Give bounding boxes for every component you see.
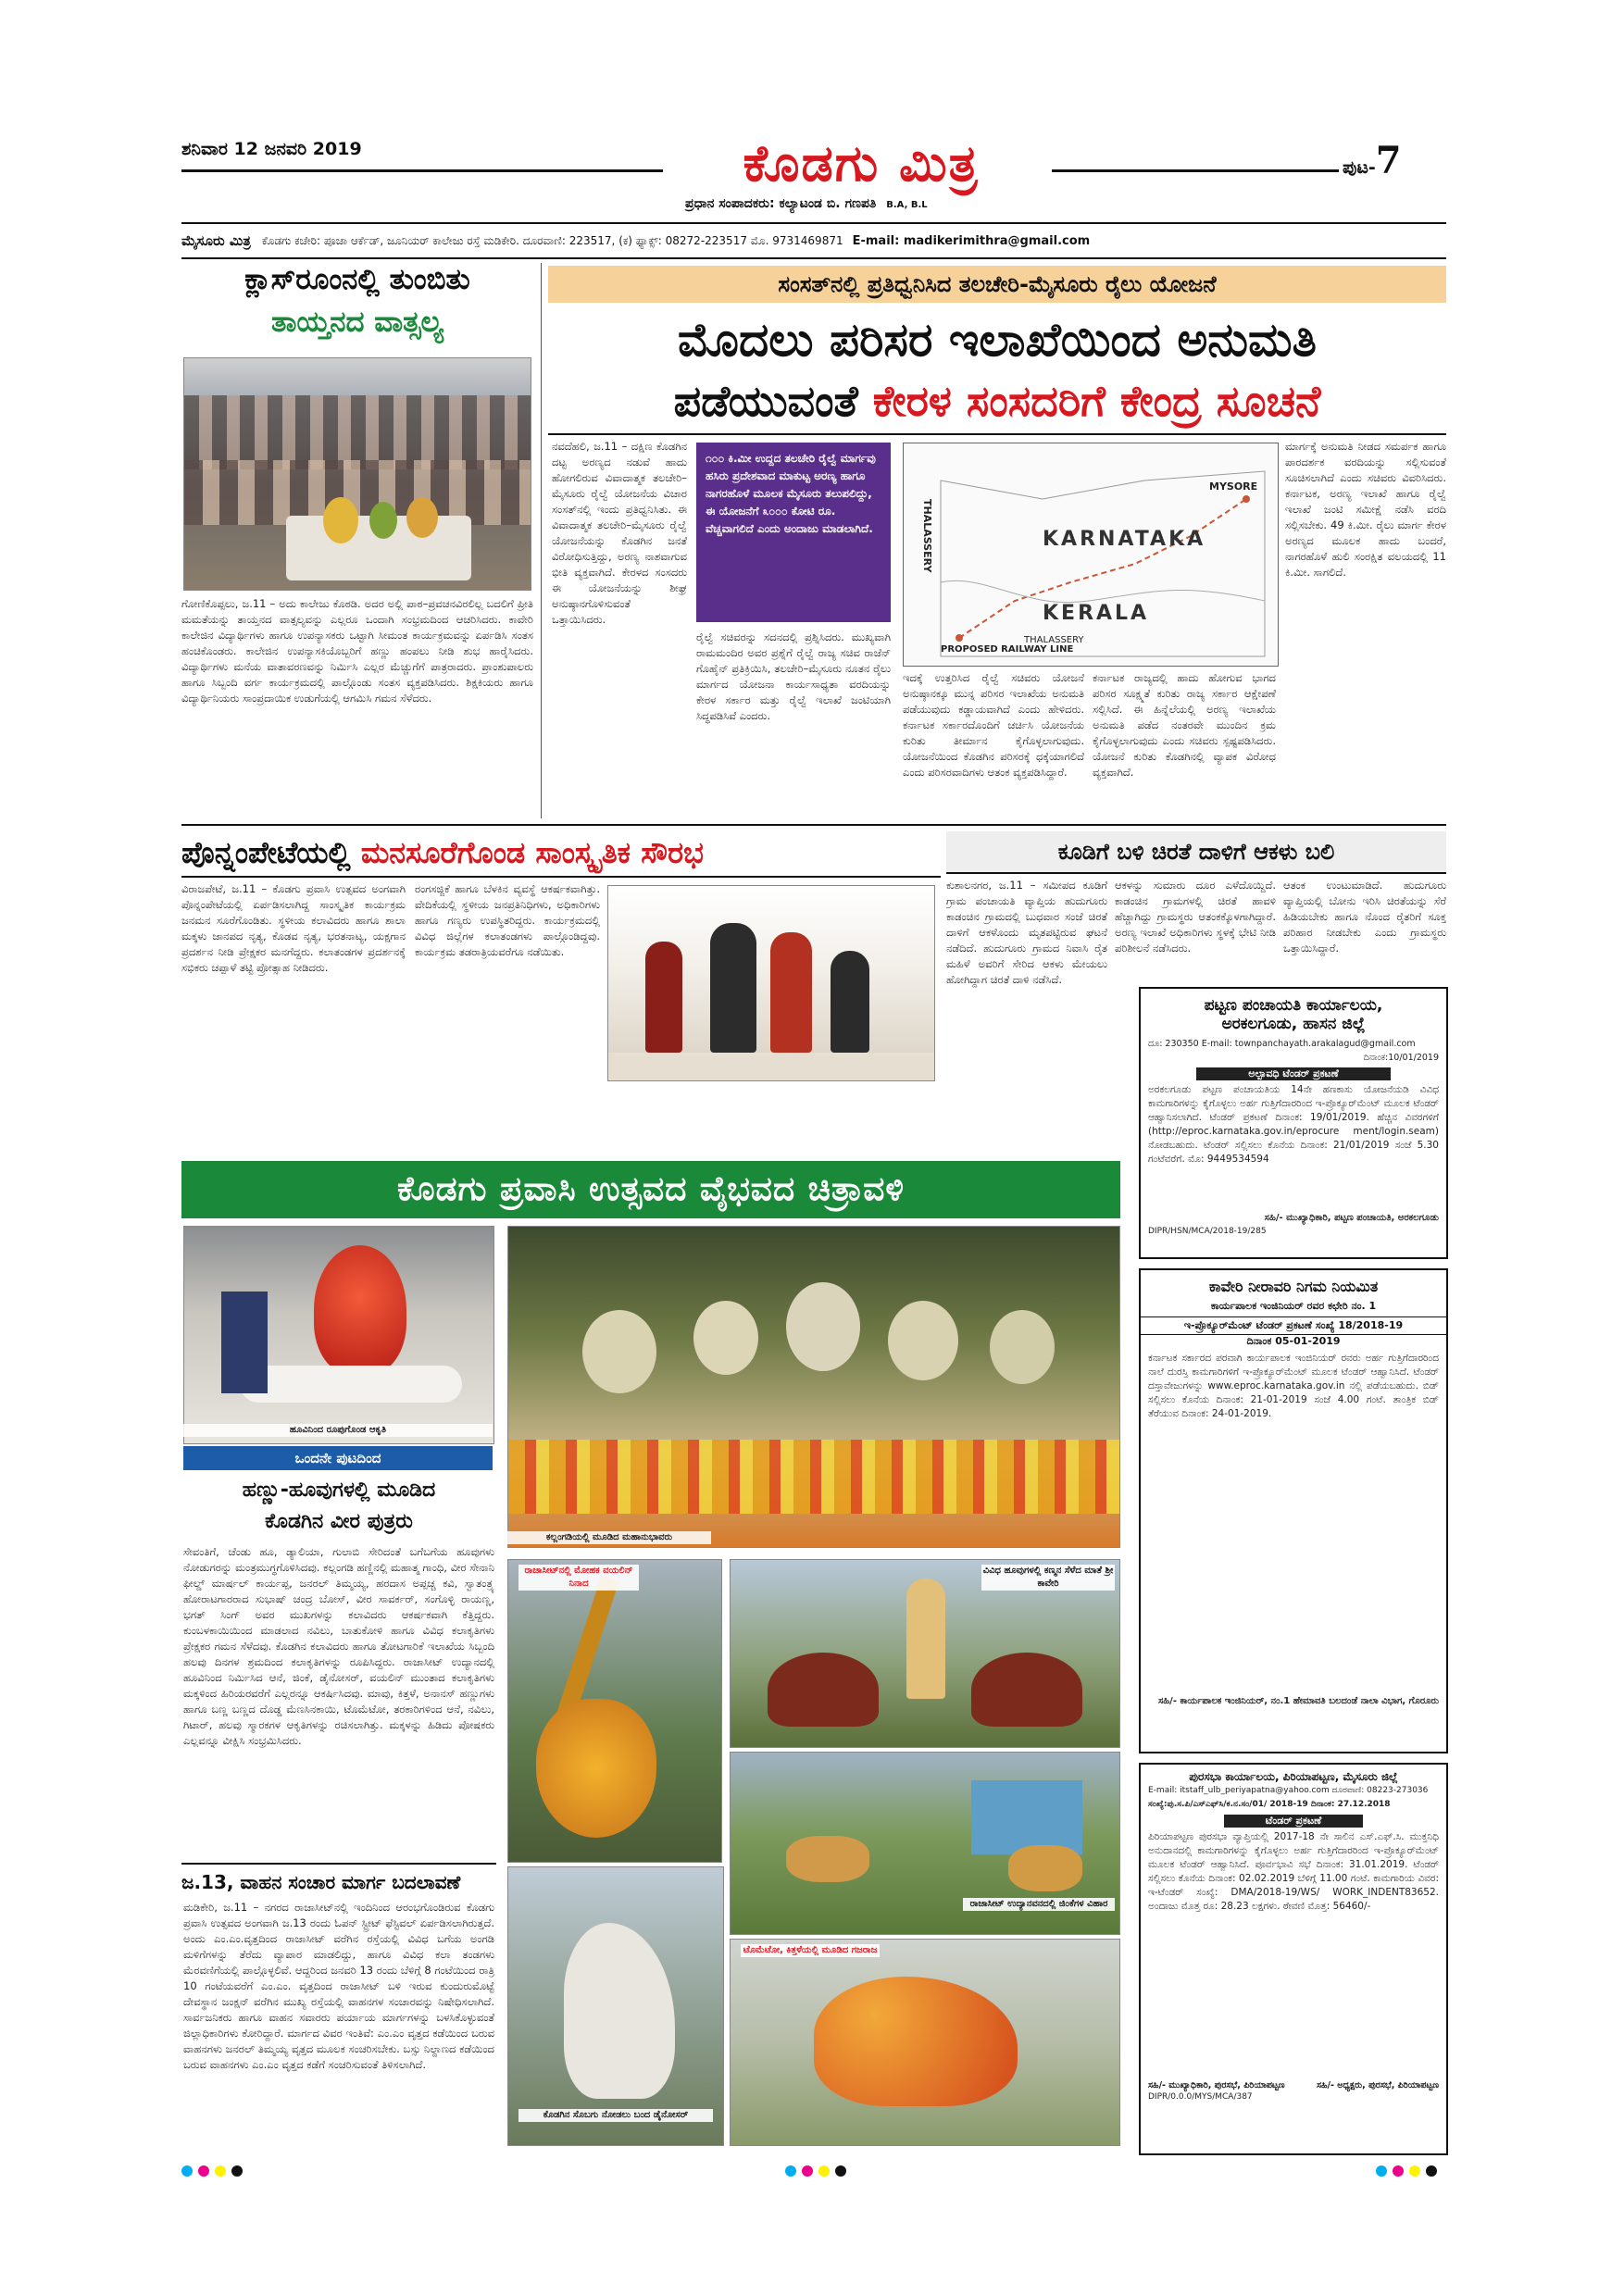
ad2-sign: ಸಹಿ/- ಕಾರ್ಯಪಾಲಕ ಇಂಜಿನಿಯರ್, ನಂ.1 ಹೇಮಾವತಿ ಬಲದಂಡೆ ನಾಲಾ ವಿಭಾಗ, ಗೊರೂರು bbox=[1158, 1696, 1439, 1706]
ad-arakalagud bbox=[1139, 987, 1448, 1259]
classroom-headline-1: ಕ್ಲಾಸ್‌ರೂಂನಲ್ಲಿ ತುಂಬಿತು bbox=[244, 263, 470, 296]
tiger-col-3: ಆತಂಕ ಉಂಟುಮಾಡಿದೆ. ಹುದುಗೂರು ವ್ಯಾಪ್ತಿಯಲ್ಲಿ ಬೋನು ಇರಿಸಿ ಚಿರತೆಯನ್ನು ಸೆರೆ ಹಿಡಿಯಬೇಕು ಹಾಗೂ ನೊಂದ ರೈತರಿಗೆ ಸೂಕ್ತ ಪರಿಹಾರ ನೀಡಬೇಕು ಎಂದು ಗ್ರಾಮಸ್ಥರು ಒತ್ತಾಯಿಸಿದ್ದಾರೆ. bbox=[1283, 879, 1446, 955]
editor-line bbox=[685, 196, 1056, 211]
ponnampet-caption bbox=[607, 1085, 933, 1155]
page-number bbox=[1343, 139, 1402, 182]
tiger-col-2: ಆಕಳನ್ನು ಸುಮಾರು ದೂರ ಎಳೆದೊಯ್ದಿದೆ. ಕಾಡಂಚಿನ ಗ್ರಾಮಗಳಲ್ಲಿ ಚಿರತೆ ಹಾವಳಿ ಹೆಚ್ಚಾಗಿದ್ದು ಗ್ರಾಮಸ್ಥರು ಆತಂಕಕ್ಕೊಳಗಾಗಿದ್ದಾರೆ. ಅರಣ್ಯ ಇಲಾಖೆ ಅಧಿಕಾರಿಗಳು ಸ್ಥಳಕ್ಕೆ ಭೇಟಿ ನೀಡಿ ಪರಿಶೀಲನೆ ನಡೆಸಿದರು. bbox=[1115, 879, 1276, 955]
veer-headline-1: ಹಣ್ಣು-ಹೂವುಗಳಲ್ಲಿ ಮೂಡಿದ bbox=[242, 1479, 436, 1502]
traffic-headline: ಜ.13, ವಾಹನ ಸಂಚಾರ ಮಾರ್ಗ ಬದಲಾವಣೆ bbox=[181, 1863, 496, 1896]
ponnampet-headline bbox=[181, 830, 941, 878]
masthead bbox=[0, 0, 1624, 241]
ad1-title-2: ಅರಕಲಗೂಡು, ಹಾಸನ ಜಿಲ್ಲೆ bbox=[1221, 1015, 1366, 1033]
ad2-body: ಕರ್ನಾಟಕ ಸರ್ಕಾರದ ಪರವಾಗಿ ಕಾರ್ಯಪಾಲಕ ಇಂಜಿನಿಯರ್ ರವರು ಅರ್ಹ ಗುತ್ತಿಗೆದಾರರಿಂದ ನಾಲೆ ದುರಸ್ತಿ ಕಾಮಗಾರಿಗಳಿಗೆ ಇ-ಪ್ರೊಕ್ಯೂರ್‌ಮೆಂಟ್ ಮೂಲಕ ಟೆಂಡರ್ ಆಹ್ವಾನಿಸಿದೆ. ಟೆಂಡರ್ ದಸ್ತಾವೇಜುಗಳನ್ನು www.eproc.karnataka.gov.in ನಲ್ಲಿ ಪಡೆಯಬಹುದು. ಬಿಡ್ ಸಲ್ಲಿಸಲು ಕೊನೆಯ ದಿನಾಂಕ: 21-01-2019 ಸಂಜೆ 4.00 ಗಂಟೆ. ತಾಂತ್ರಿಕ ಬಿಡ್ ತೆರೆಯುವ ದಿನಾಂಕ: 24-01-2019. bbox=[1148, 1353, 1439, 1419]
ad1-line-1: ದೂ: 230350 E-mail: townpanchayath.arakalagud@gmail.com bbox=[1148, 1039, 1416, 1049]
info-brand: ಮೈಸೂರು ಮಿತ್ರ bbox=[181, 232, 251, 249]
classroom-headline-2: ತಾಯ್ತನದ ವಾತ್ಸಲ್ಯ bbox=[271, 306, 443, 339]
masthead-date: ಶನಿವಾರ 12 ಜನವರಿ 2019 bbox=[181, 139, 362, 159]
newspaper-title: ಕೊಡಗು ಮಿತ್ರ bbox=[743, 133, 980, 193]
ad3-sign: ಸಹಿ/- ಮುಖ್ಯಾಧಿಕಾರಿ, ಪುರಸಭೆ, ಪಿರಿಯಾಪಟ್ಟಣ bbox=[1148, 2080, 1285, 2090]
dinosaur-art-photo bbox=[507, 1866, 724, 2146]
rail-col-4: ಕರ್ನಾಟಕ ರಾಜ್ಯದಲ್ಲಿ ಹಾದು ಹೋಗುವ ಭಾಗದ ಪರಿಸರ ಸೂಕ್ಷ್ಮತೆ ಕುರಿತು ರಾಜ್ಯ ಸರ್ಕಾರ ಆಕ್ಷೇಪಣೆ ಸಲ್ಲಿಸಿದೆ. ಈ ಹಿನ್ನೆಲೆಯಲ್ಲಿ ಅರಣ್ಯ ಇಲಾಖೆಯ ಅನುಮತಿ ಪಡೆದ ನಂತರವೇ ಮುಂದಿನ ಕ್ರಮ ಕೈಗೊಳ್ಳಲಾಗುವುದು ಎಂದು ಸಚಿವರು ಸ್ಪಷ್ಟಪಡಿಸಿದರು. ಯೋಜನೆ ಕುರಿತು ಕೊಡಗಿನಲ್ಲಿ ವ್ಯಾಪಕ ವಿರೋಧ ವ್ಯಕ್ತವಾಗಿದೆ. bbox=[1093, 671, 1276, 779]
map-label-thalassery-v: THALASSERY bbox=[921, 499, 933, 573]
map-label-karnataka: KARNATAKA bbox=[1043, 528, 1206, 551]
rail-col-1: ನವದೆಹಲಿ, ಜ.11 – ದಕ್ಷಿಣ ಕೊಡಗಿನ ದಟ್ಟ ಅರಣ್ಯದ ನಡುವೆ ಹಾದು ಹೋಗಲಿರುವ ವಿವಾದಾತ್ಮಕ ತಲಚೇರಿ–ಮೈಸೂರು ರೈಲ್ವೆ ಯೋಜನೆಯ ವಿಚಾರ ಸಂಸತ್‌ನಲ್ಲಿ ಇಂದು ಪ್ರತಿಧ್ವನಿಸಿತು. ಈ ವಿವಾದಾತ್ಮಕ ತಲಚೇರಿ–ಮೈಸೂರು ರೈಲ್ವೆ ಯೋಜನೆಯನ್ನು ಕೊಡಗಿನ ಜನತೆ ವಿರೋಧಿಸುತ್ತಿದ್ದು, ಅರಣ್ಯ ನಾಶವಾಗುವ ಭೀತಿ ವ್ಯಕ್ತವಾಗಿದೆ. ಕೇರಳದ ಸಂಸದರು ಈ ಯೋಜನೆಯನ್ನು ಶೀಘ್ರ ಅನುಷ್ಠಾನಗೊಳಿಸುವಂತೆ ಒತ್ತಾಯಿಸಿದರು. bbox=[552, 440, 687, 626]
rail-kicker: ಸಂಸತ್‌ನಲ್ಲಿ ಪ್ರತಿಧ್ವನಿಸಿದ ತಲಚೇರಿ-ಮೈಸೂರು ರೈಲು ಯೋಜನೆ bbox=[548, 266, 1446, 303]
rail-headline-2b: ಕೇರಳ ಸಂಸದರಿಗೆ ಕೇಂದ್ರ ಸೂಚನೆ bbox=[872, 376, 1321, 426]
ponnampet-headline-1: ಪೊನ್ನಂಪೇಟೆಯಲ್ಲಿ bbox=[181, 835, 361, 870]
rail-col-2: ರೈಲ್ವೆ ಸಚಿವರನ್ನು ಸದನದಲ್ಲಿ ಪ್ರಶ್ನಿಸಿದರು. ಮುಖ್ಯವಾಗಿ ರಾಮಮಂದಿರ ಅವರ ಪ್ರಶ್ನೆಗೆ ರೈಲ್ವೆ ರಾಜ್ಯ ಸಚಿವ ರಾಜೆನ್ ಗೊಹೈನ್ ಪ್ರತಿಕ್ರಿಯಿಸಿ, ತಲಚೇರಿ–ಮೈಸೂರು ನೂತನ ರೈಲು ಮಾರ್ಗದ ಯೋಜನಾ ಕಾರ್ಯಸಾಧ್ಯತಾ ವರದಿಯನ್ನು ಕೇರಳ ಸರ್ಕಾರ ಮತ್ತು ರೈಲ್ವೆ ಇಲಾಖೆ ಜಂಟಿಯಾಗಿ ಸಿದ್ಧಪಡಿಸಿವೆ ಎಂದರು. bbox=[696, 630, 891, 722]
ad3-line-1: E-mail: itstaff_ulb_periyapatna@yahoo.com ದೂರವಾಣಿ: 08223-273036 bbox=[1148, 1786, 1429, 1795]
vegetable-carving-photo bbox=[507, 1226, 1120, 1548]
rail-headline-2a: ಪಡೆಯುವಂತೆ bbox=[673, 376, 873, 426]
ad3-notice: ಟೆಂಡರ್ ಪ್ರಕಟಣೆ bbox=[1224, 1815, 1363, 1828]
editor-degree: B.A, B.L bbox=[886, 200, 928, 210]
registration-marks-center bbox=[785, 2163, 852, 2180]
editor-name: ಪ್ರಧಾನ ಸಂಪಾದಕರು: ಕಲ್ಯಾಟಂಡ ಬಿ. ಗಣಪತಿ bbox=[685, 196, 877, 211]
page-digit: 7 bbox=[1375, 139, 1402, 182]
registration-marks-left bbox=[181, 2163, 248, 2180]
classroom-story bbox=[181, 263, 533, 818]
ad3-title: ಪುರಸಭಾ ಕಾರ್ಯಾಲಯ, ಪಿರಿಯಾಪಟ್ಟಣ, ಮೈಸೂರು ಜಿಲ್ಲೆ bbox=[1189, 1770, 1398, 1783]
cauvery-statue-caption: ವಿವಿಧ ಹೂವುಗಳಲ್ಲಿ ಕಣ್ಮನ ಸೆಳೆದ ಮಾತೆ ಶ್ರೀ ಕಾವೇರಿ bbox=[982, 1566, 1114, 1589]
ad3-line-2: ಸಂಖ್ಯೆ:ಪು.ಸ.ಪಿ/ಎಸ್‌ಎಫ್‌ಸಿ/ಕ.ನ.ಸಂ/01/ 2018-19 ದಿನಾಂಕ: 27.12.2018 bbox=[1148, 1800, 1391, 1809]
map-label-kerala: KERALA bbox=[1043, 602, 1150, 625]
map-label-mysore: MYSORE bbox=[1209, 480, 1258, 493]
ad2-title-1: ಕಾವೇರಿ ನೀರಾವರಿ ನಿಗಮ ನಿಯಮಿತ bbox=[1208, 1278, 1379, 1295]
dinosaur-art-caption: ಕೊಡಗಿನ ಸೊಬಗು ನೋಡಲು ಬಂದ ಡೈನೋಸರ್ bbox=[518, 2109, 713, 2122]
ad1-title-1: ಪಟ್ಟಣ ಪಂಚಾಯತಿ ಕಾರ್ಯಾಲಯ, bbox=[1204, 996, 1383, 1015]
veer-body: ಸೇವಂತಿಗೆ, ಚೆಂಡು ಹೂ, ಡ್ಯಾಲಿಯಾ, ಗುಲಾಬಿ ಸೇರಿದಂತೆ ಬಗೆಬಗೆಯ ಹೂವುಗಳು ನೋಡುಗರನ್ನು ಮಂತ್ರಮುಗ್ಧಗೊಳಿಸಿದವು. ಕಲ್ಲಂಗಡಿ ಹಣ್ಣಿನಲ್ಲಿ ಮಹಾತ್ಮ ಗಾಂಧಿ, ವೀರ ಸೇನಾನಿ ಫೀಲ್ಡ್ ಮಾರ್ಷಲ್ ಕಾರ್ಯಪ್ಪ, ಜನರಲ್ ತಿಮ್ಮಯ್ಯ, ಹರದಾಸ ಅಪ್ಪಚ್ಚ ಕವಿ, ಸ್ವಾತಂತ್ರ್ಯ ಹೋರಾಟಗಾರರಾದ ಸುಭಾಷ್ ಚಂದ್ರ ಬೋಸ್, ವೀರ ಸಾವರ್ಕರ್, ಸಂಗೊಳ್ಳಿ ರಾಯಣ್ಣ, ಭಗತ್ ಸಿಂಗ್ ಅವರ ಮುಖಗಳನ್ನು ಕಲಾವಿದರು ಆಕರ್ಷಕವಾಗಿ ಕೆತ್ತಿದ್ದರು. ಕುಂಬಳಕಾಯಿಯಿಂದ ಮಾಡಲಾದ ನವಿಲು, ಬಾತುಕೋಳಿ ಹಾಗೂ ವಿವಿಧ ಕಲಾಕೃತಿಗಳು ಪ್ರೇಕ್ಷಕರ ಗಮನ ಸೆಳೆದವು. ಕೊಡಗಿನ ಕಲಾವಿದರು ಹಾಗೂ ತೋಟಗಾರಿಕೆ ಇಲಾಖೆಯ ಸಿಬ್ಬಂದಿ ಹಲವು ದಿನಗಳ ಶ್ರಮದಿಂದ ಕಲಾಕೃತಿಗಳನ್ನು ರೂಪಿಸಿದ್ದರು. ರಾಜಾಸೀಟ್ ಉದ್ಯಾನದಲ್ಲಿ ಹೂವಿನಿಂದ ನಿರ್ಮಿಸಿದ ಆನೆ, ಜಿಂಕೆ, ಡೈನೋಸರ್, ವಯಲಿನ್ ಮುಂತಾದ ಕಲಾಕೃತಿಗಳು ಮಕ್ಕಳಿಂದ ಹಿರಿಯರವರೆಗೆ ಎಲ್ಲರನ್ನೂ ಆಕರ್ಷಿಸಿದವು. ಮಾವು, ಕಿತ್ತಳೆ, ಅನಾನಸ್ ಹಣ್ಣುಗಳು ಹಾಗೂ ಬಣ್ಣ ಬಣ್ಣದ ದೊಡ್ಡ ಮೆಣಸಿನಕಾಯಿ, ಟೊಮೆಟೋ, ತರಕಾರಿಗಳಿಂದ ಆನೆ, ನವಿಲು, ಗಿಟಾರ್, ಹಲವು ಸ್ಮಾರಕಗಳ ಆಕೃತಿಗಳನ್ನು ರಚಿಸಲಾಗಿತ್ತು. ಮಕ್ಕಳನ್ನು ಹಿಡಿದು ಪೋಷಕರು ಎಲ್ಲವನ್ನೂ ವೀಕ್ಷಿಸಿ ಸಂಭ್ರಮಿಸಿದರು. bbox=[183, 1545, 494, 1747]
ad3-body: ಪಿರಿಯಾಪಟ್ಟಣ ಪುರಸಭಾ ವ್ಯಾಪ್ತಿಯಲ್ಲಿ 2017-18 ನೇ ಸಾಲಿನ ಎಸ್.ಎಫ್.ಸಿ. ಮುಕ್ತನಿಧಿ ಅನುದಾನದಲ್ಲಿ ಕಾಮಗಾರಿಗಳನ್ನು ಕೈಗೊಳ್ಳಲು ಅರ್ಹ ಗುತ್ತಿಗೆದಾರರಿಂದ ಇ-ಪ್ರೊಕ್ಯೂರ್‌ಮೆಂಟ್ ಮೂಲಕ ಟೆಂಡರ್ ಆಹ್ವಾನಿಸಿದೆ. ಪೂರ್ವಭಾವಿ ಸಭೆ ದಿನಾಂಕ: 31.01.2019. ಟೆಂಡರ್ ಸಲ್ಲಿಸಲು ಕೊನೆಯ ದಿನಾಂಕ: 02.02.2019 ಬೆಳಿಗ್ಗೆ 11.00 ಗಂಟೆ. ಕಾಮಗಾರಿಯ ವಿವರ: ಇ-ಟೆಂಡರ್ ಸಂಖ್ಯೆ: DMA/2018-19/WS/ WORK_INDENT83652. ಅಂದಾಜು ಮೊತ್ತ ರೂ: 28.23 ಲಕ್ಷಗಳು. ಠೇವಣಿ ಮೊತ್ತ: 56460/- bbox=[1148, 1831, 1439, 1912]
tiger-headline: ಕೂಡಿಗೆ ಬಳಿ ಚಿರತೆ ದಾಳಿಗೆ ಆಕಳು ಬಲಿ bbox=[946, 831, 1446, 874]
elephant-art-photo bbox=[730, 1939, 1120, 2146]
ad2-title-2: ಕಾರ್ಯಪಾಲಕ ಇಂಜಿನಿಯರ್ ರವರ ಕಛೇರಿ ನಂ. 1 bbox=[1210, 1300, 1377, 1312]
deer-art-caption: ರಾಜಾಸೀಟ್ ಉದ್ಯಾನವನದಲ್ಲಿ ಜಿಂಕೆಗಳ ವಿಹಾರ bbox=[963, 1898, 1115, 1911]
veer-headline-2: ಕೊಡಗಿನ ವೀರ ಪುತ್ರರು bbox=[265, 1510, 413, 1533]
rail-headline-1: ಮೊದಲು ಪರಿಸರ ಇಲಾಖೆಯಿಂದ ಅನುಮತಿ bbox=[677, 313, 1318, 367]
ad3-code: DIPR/0.0.0/MYS/MCA/387 bbox=[1148, 2092, 1253, 2102]
violin-art-caption: ರಾಜಾಸೀಟ್‌ನಲ್ಲಿ ಮೋಹಕ ವಯಲಿನ್ ನಿನಾದ bbox=[518, 1565, 639, 1591]
ponnampet-col-2: ರಂಗಸಜ್ಜಿಕೆ ಹಾಗೂ ಬೆಳಕಿನ ವ್ಯವಸ್ಥೆ ಆಕರ್ಷಕವಾಗಿತ್ತು. ವೇದಿಕೆಯಲ್ಲಿ ಸ್ಥಳೀಯ ಜನಪ್ರತಿನಿಧಿಗಳು, ಅಧಿಕಾರಿಗಳು ಹಾಗೂ ಗಣ್ಯರು ಉಪಸ್ಥಿತರಿದ್ದರು. ಕಾರ್ಯಕ್ರಮದಲ್ಲಿ ವಿವಿಧ ಜಿಲ್ಲೆಗಳ ಕಲಾತಂಡಗಳು ಪಾಲ್ಗೊಂಡಿದ್ದವು. ಕಾರ್ಯಕ್ರಮ ತಡರಾತ್ರಿಯವರೆಗೂ ನಡೆಯಿತು. bbox=[415, 882, 600, 958]
traffic-body: ಮಡಿಕೇರಿ, ಜ.11 – ನಗರದ ರಾಜಾಸೀಟ್‌ನಲ್ಲಿ ಇಂದಿನಿಂದ ಆರಂಭಗೊಂಡಿರುವ ಕೊಡಗು ಪ್ರವಾಸಿ ಉತ್ಸವದ ಅಂಗವಾಗಿ ಜ.13 ರಂದು ಓಪನ್ ಸ್ಟ್ರೀಟ್ ಫೆಸ್ಟಿವಲ್ ಏರ್ಪಡಿಸಲಾಗಿರುತ್ತದೆ. ಅಂದು ಎಂ.ಎಂ.ವೃತ್ತದಿಂದ ರಾಜಾಸೀಟ್ ವರೆಗಿನ ರಸ್ತೆಯಲ್ಲಿ ವಿವಿಧ ಬಗೆಯ ಅಂಗಡಿ ಮಳಿಗೆಗಳನ್ನು ತೆರೆದು ವ್ಯಾಪಾರ ಮಾಡಲಿದ್ದು, ಹಾಗೂ ವಿವಿಧ ಕಲಾ ತಂಡಗಳು ಮೆರವಣಿಗೆಯಲ್ಲಿ ಪಾಲ್ಗೊಳ್ಳಲಿವೆ. ಆದ್ದರಿಂದ ಜನವರಿ 13 ರಂದು ಬೆಳಿಗ್ಗೆ 8 ಗಂಟೆಯಿಂದ ರಾತ್ರಿ 10 ಗಂಟೆಯವರೆಗೆ ಎಂ.ಎಂ. ವೃತ್ತದಿಂದ ರಾಜಾಸೀಟ್ ಬಳಿ ಇರುವ ಕುಂದುರುಮೊಟ್ಟೆ ದೇವಸ್ಥಾನ ಜಂಕ್ಷನ್ ವರೆಗಿನ ಮುಖ್ಯ ರಸ್ತೆಯಲ್ಲಿ ವಾಹನಗಳ ಸಂಚಾರವನ್ನು ನಿಷೇಧಿಸಲಾಗಿದೆ. ಸಾರ್ವಜನಿಕರು ಹಾಗೂ ವಾಹನ ಸವಾರರು ಪರ್ಯಾಯ ಮಾರ್ಗಗಳನ್ನು ಬಳಸಿಕೊಳ್ಳುವಂತೆ ಜಿಲ್ಲಾಧಿಕಾರಿಗಳು ಕೋರಿದ್ದಾರೆ. ಮಾರ್ಗದ ವಿವರ ಇಂತಿವೆ: ಎಂ.ಎಂ ವೃತ್ತದ ಕಡೆಯಿಂದ ಬರುವ ವಾಹನಗಳು ಜನರಲ್ ತಿಮ್ಮಯ್ಯ ವೃತ್ತದ ಮೂಲಕ ಸಂಚರಿಸಬೇಕು. ಬಸ್ಸು ನಿಲ್ದಾಣದ ಕಡೆಯಿಂದ ಬರುವ ವಾಹನಗಳು ಎಂ.ಎಂ ವೃತ್ತದ ಕಡೆಗೆ ಸಂಚರಿಸುವಂತೆ ತಿಳಿಸಲಾಗಿದೆ. bbox=[183, 1901, 494, 2071]
festival-banner: ಕೊಡಗು ಪ್ರವಾಸಿ ಉತ್ಸವದ ವೈಭವದ ಚಿತ್ರಾವಳಿ bbox=[181, 1161, 1120, 1218]
elephant-art-caption: ಟೊಮೆಟೋ, ಕಿತ್ತಳೆಯಲ್ಲಿ ಮೂಡಿದ ಗಜರಾಜ bbox=[741, 1944, 880, 1957]
rail-headline-2 bbox=[548, 370, 1446, 431]
ponnampet-photo bbox=[607, 885, 935, 1081]
ad-periyapatna bbox=[1139, 1763, 1448, 2155]
registration-marks-right bbox=[1376, 2163, 1443, 2180]
ad-cauvery-irrigation bbox=[1139, 1268, 1448, 1753]
info-office: ಕೊಡಗು ಕಚೇರಿ: ಪೂಜಾ ಆರ್ಕೆಡ್, ಜೂನಿಯರ್ ಕಾಲೇಜು ರಸ್ತೆ ಮಡಿಕೇರಿ. ದೂರವಾಣಿ: 223517, (ಕ) ಫ್ಯಾಕ್ಸ್: 08272-223517 ಮೊ. 9731469871 bbox=[261, 233, 843, 247]
continued-strip: ಒಂದನೇ ಪುಟದಿಂದ bbox=[183, 1446, 493, 1470]
ad1-notice: ಅಲ್ಪಾವಧಿ ಟೆಂಡರ್ ಪ್ರಕಟಣೆ bbox=[1196, 1067, 1391, 1080]
rail-highlight-box: ೧೦೦ ಕಿ.ಮೀ ಉದ್ದದ ತಲಚೇರಿ ರೈಲ್ವೆ ಮಾರ್ಗವು ಹಸಿರು ಪ್ರದೇಶವಾದ ಮಾಕುಟ್ಟ ಅರಣ್ಯ ಹಾಗೂ ನಾಗರಹೊಳೆ ಮೂಲಕ ಮೈಸೂರು ತಲುಪಲಿದ್ದು, ಈ ಯೋಜನೆಗೆ ೩೦೦೦ ಕೋಟಿ ರೂ. ವೆಚ್ಚವಾಗಲಿದೆ ಎಂದು ಅಂದಾಜು ಮಾಡಲಾಗಿದೆ. bbox=[696, 443, 891, 622]
classroom-body: ಗೋಣಿಕೊಪ್ಪಲು, ಜ.11 – ಅದು ಕಾಲೇಜು ಕೊಠಡಿ. ಅದರ ಅಲ್ಲಿ ಪಾಠ–ಪ್ರವಚನವಿರಲಿಲ್ಲ ಬದಲಿಗೆ ಪ್ರೀತಿ ಮಮತೆಯನ್ನು ತಾಯ್ತನದ ವಾತ್ಸಲ್ಯವನ್ನು ಎಲ್ಲರೂ ಒಂದಾಗಿ ಸಂಭ್ರಮದಿಂದ ಆಚರಿಸಿದರು. ಕಾವೇರಿ ಕಾಲೇಜಿನ ವಿದ್ಯಾರ್ಥಿಗಳು ಹಾಗೂ ಉಪನ್ಯಾಸಕರು ಒಟ್ಟಾಗಿ ಸೀಮಂತ ಕಾರ್ಯಕ್ರಮವನ್ನು ಏರ್ಪಡಿಸಿ ಸಂತಸ ಹಂಚಿಕೊಂಡರು. ಕಾಲೇಜಿನ ಉಪನ್ಯಾಸಕಿಯೊಬ್ಬರಿಗೆ ಹಣ್ಣು ಹಂಪಲು ನೀಡಿ ಶುಭ ಹಾರೈಸಿದರು. ವಿದ್ಯಾರ್ಥಿಗಳು ಮನೆಯ ವಾತಾವರಣವನ್ನು ನಿರ್ಮಿಸಿ ಎಲ್ಲರ ಮೆಚ್ಚುಗೆಗೆ ಪಾತ್ರರಾದರು. ಪ್ರಾಂಶುಪಾಲರು ಹಾಗೂ ಸಿಬ್ಬಂದಿ ವರ್ಗ ಕಾರ್ಯಕ್ರಮದಲ್ಲಿ ಪಾಲ್ಗೊಂಡು ಸಂತಸ ವ್ಯಕ್ತಪಡಿಸಿದರು. ಶಿಕ್ಷಕಿಯರು ಹಾಗೂ ವಿದ್ಯಾರ್ಥಿನಿಯರು ಸಾಂಪ್ರದಾಯಿಕ ಉಡುಗೆಯಲ್ಲಿ ಆಗಮಿಸಿ ಗಮನ ಸೆಳೆದರು. bbox=[181, 597, 533, 705]
ad2-date: ದಿನಾಂಕ 05-01-2019 bbox=[1246, 1335, 1341, 1347]
map-label-proposed: PROPOSED RAILWAY LINE bbox=[941, 644, 1074, 655]
flower-art-caption: ಹೂವಿನಿಂದ ರೂಪುಗೊಂಡ ಆಕೃತಿ bbox=[183, 1424, 493, 1437]
page-label: ಪುಟ- bbox=[1343, 157, 1376, 178]
ad2-notice: ಇ-ಪ್ರೊಕ್ಯೂರ್‌ಮೆಂಟ್ ಟೆಂಡರ್ ಪ್ರಕಟಣೆ ಸಂಖ್ಯೆ 18/2018-19 bbox=[1141, 1316, 1446, 1335]
map-label-thalassery: THALASSERY bbox=[1024, 635, 1084, 645]
ad1-line-2: ದಿನಾಂಕ:10/01/2019 bbox=[1363, 1053, 1439, 1063]
rail-map-svg bbox=[904, 443, 1278, 666]
ponnampet-headline-2: ಮನಸೂರೆಗೊಂಡ ಸಾಂಸ್ಕೃತಿಕ ಸೌರಭ bbox=[360, 835, 704, 870]
classroom-photo bbox=[183, 357, 531, 591]
rail-col-3: ಇದಕ್ಕೆ ಉತ್ತರಿಸಿದ ರೈಲ್ವೆ ಸಚಿವರು ಯೋಜನೆ ಅನುಷ್ಠಾನಕ್ಕೂ ಮುನ್ನ ಪರಿಸರ ಇಲಾಖೆಯ ಅನುಮತಿ ಪಡೆಯುವುದು ಕಡ್ಡಾಯವಾಗಿದೆ ಎಂದು ಹೇಳಿದರು. ಕರ್ನಾಟಕ ಸರ್ಕಾರದೊಂದಿಗೆ ಚರ್ಚಿಸಿ ಯೋಜನೆಯ ಕುರಿತು ತೀರ್ಮಾನ ಕೈಗೊಳ್ಳಲಾಗುವುದು. ಯೋಜನೆಯಿಂದ ಕೊಡಗಿನ ಪರಿಸರಕ್ಕೆ ಧಕ್ಕೆಯಾಗಲಿದೆ ಎಂದು ಪರಿಸರವಾದಿಗಳು ಆತಂಕ ವ್ಯಕ್ತಪಡಿಸಿದ್ದಾರೆ. bbox=[903, 671, 1084, 779]
rail-col-5: ಮಾರ್ಗಕ್ಕೆ ಅನುಮತಿ ನೀಡದ ಸಮರ್ಪಕ ಹಾಗೂ ಪಾರದರ್ಶಕ ವರದಿಯನ್ನು ಸಲ್ಲಿಸುವಂತೆ ಸೂಚಿಸಲಾಗಿದೆ ಎಂದು ಸಚಿವರು ವಿವರಿಸಿದರು. ಕರ್ನಾಟಕ, ಅರಣ್ಯ ಇಲಾಖೆ ಹಾಗೂ ರೈಲ್ವೆ ಇಲಾಖೆ ಜಂಟಿ ಸಮೀಕ್ಷೆ ನಡೆಸಿ ವರದಿ ಸಲ್ಲಿಸಬೇಕು. 49 ಕಿ.ಮೀ. ರೈಲು ಮಾರ್ಗ ಕೇರಳ ಅರಣ್ಯದ ಮೂಲಕ ಹಾದು ಬಂದರೆ, ನಾಗರಹೊಳೆ ಹುಲಿ ಸಂರಕ್ಷಿತ ವಲಯದಲ್ಲಿ 11 ಕಿ.ಮೀ. ಸಾಗಲಿದೆ. bbox=[1285, 440, 1446, 579]
rail-map bbox=[903, 443, 1279, 667]
violin-art-photo bbox=[507, 1559, 722, 1863]
ad1-body: ಅರಕಲಗೂಡು ಪಟ್ಟಣ ಪಂಚಾಯತಿಯ 14ನೇ ಹಣಕಾಸು ಯೋಜನೆಯಡಿ ವಿವಿಧ ಕಾಮಗಾರಿಗಳನ್ನು ಕೈಗೊಳ್ಳಲು ಅರ್ಹ ಗುತ್ತಿಗೆದಾರರಿಂದ ಇ-ಪ್ರೊಕ್ಯೂರ್‌ಮೆಂಟ್ ಮೂಲಕ ಟೆಂಡರ್ ಆಹ್ವಾನಿಸಲಾಗಿದೆ. ಟೆಂಡರ್ ಪ್ರಕಟಣೆ ದಿನಾಂಕ: 19/01/2019. ಹೆಚ್ಚಿನ ವಿವರಗಳಿಗೆ (http://eproc.karnataka.gov.in/eprocure ment/login.seam) ನೋಡಬಹುದು. ಟೆಂಡರ್ ಸಲ್ಲಿಸಲು ಕೊನೆಯ ದಿನಾಂಕ: 21/01/2019 ಸಂಜೆ 5.30 ಗಂಟೆವರೆಗೆ. ಮೊ: 9449534594 bbox=[1148, 1084, 1439, 1165]
vegetable-carving-caption: ಕಲ್ಲಂಗಡಿಯಲ್ಲಿ ಮೂಡಿದ ಮಹಾನುಭಾವರು bbox=[507, 1531, 711, 1544]
info-email: E-mail: madikerimithra@gmail.com bbox=[852, 233, 1091, 248]
info-bar bbox=[181, 222, 1446, 259]
tiger-col-1: ಕುಶಾಲನಗರ, ಜ.11 – ಸಮೀಪದ ಕೂಡಿಗೆ ಗ್ರಾಮ ಪಂಚಾಯತಿ ವ್ಯಾಪ್ತಿಯ ಹುದುಗೂರು ಕಾಡಂಚಿನ ಗ್ರಾಮದಲ್ಲಿ ಬುಧವಾರ ಸಂಜೆ ಚಿರತೆ ದಾಳಿಗೆ ಆಕಳೊಂದು ಮೃತಪಟ್ಟಿರುವ ಘಟನೆ ನಡೆದಿದೆ. ಹುದುಗೂರು ಗ್ರಾಮದ ನಿವಾಸಿ ರೈತ ಮಹಿಳೆ ಅವರಿಗೆ ಸೇರಿದ ಆಕಳು ಮೇಯಲು ಹೋಗಿದ್ದಾಗ ಚಿರತೆ ದಾಳಿ ನಡೆಸಿದೆ. bbox=[946, 879, 1107, 986]
ponnampet-col-1: ವಿರಾಜಪೇಟೆ, ಜ.11 – ಕೊಡಗು ಪ್ರವಾಸಿ ಉತ್ಸವದ ಅಂಗವಾಗಿ ಪೊನ್ನಂಪೇಟೆಯಲ್ಲಿ ಏರ್ಪಡಿಸಲಾಗಿದ್ದ ಸಾಂಸ್ಕೃತಿಕ ಕಾರ್ಯಕ್ರಮ ಜನಮನ ಸೂರೆಗೊಂಡಿತು. ಸ್ಥಳೀಯ ಕಲಾವಿದರು ಹಾಗೂ ಶಾಲಾ ಮಕ್ಕಳು ಜಾನಪದ ನೃತ್ಯ, ಕೊಡವ ನೃತ್ಯ, ಭರತನಾಟ್ಯ, ಯಕ್ಷಗಾನ ಪ್ರದರ್ಶನ ನೀಡಿ ಪ್ರೇಕ್ಷಕರ ಮನಗೆದ್ದರು. ಕಲಾತಂಡಗಳ ಪ್ರದರ್ಶನಕ್ಕೆ ಸಭಿಕರು ಚಪ್ಪಾಳೆ ತಟ್ಟಿ ಪ್ರೋತ್ಸಾಹ ನೀಡಿದರು. bbox=[181, 882, 406, 974]
flower-art-photo bbox=[183, 1226, 494, 1444]
ad3-sign-2: ಸಹಿ/- ಅಧ್ಯಕ್ಷರು, ಪುರಸಭೆ, ಪಿರಿಯಾಪಟ್ಟಣ bbox=[1316, 2080, 1439, 2090]
ad1-sign: ಸಹಿ/- ಮುಖ್ಯಾಧಿಕಾರಿ, ಪಟ್ಟಣ ಪಂಚಾಯತಿ, ಅರಕಲಗೂಡು bbox=[1264, 1213, 1439, 1223]
ad1-code: DIPR/HSN/MCA/2018-19/285 bbox=[1148, 1227, 1267, 1236]
